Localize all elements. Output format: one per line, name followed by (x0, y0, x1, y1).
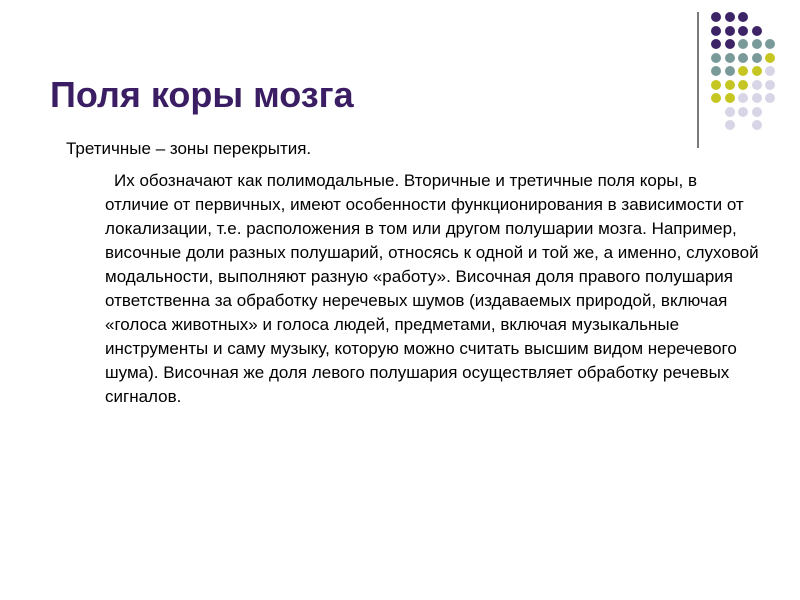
decorative-dot (711, 39, 721, 49)
decorative-dot (752, 80, 762, 90)
body-paragraph: Их обозначают как полимодальные. Вторичные и третичные поля коры, в отличие от первичных, имеют особенности функционирования в зависимости от локализации, т.е. расположения в том или другом полушарии мозга. Например, височные доли разных полушарий, относясь к одной и той же, а именно, слуховой модальности, выполняют разную «работу». Височная доля правого полушария ответственна за обработку неречевых шумов (издаваемых природой, включая «голоса животных» и голоса людей, предметами, включая музыкальные инструменты и саму музыку, которую можно считать высшим видом неречевого шума). Височная же доля левого полушария осуществляет обработку речевых сигналов. (105, 171, 759, 406)
decorative-dot (725, 120, 735, 130)
decorative-dot (725, 66, 735, 76)
slide-title: Поля коры мозга (50, 74, 354, 115)
decorative-dot-grid (711, 12, 781, 128)
decorative-dot (725, 39, 735, 49)
decorative-dot (752, 39, 762, 49)
decorative-dot (752, 53, 762, 63)
decorative-dot (738, 53, 748, 63)
decorative-dot (725, 26, 735, 36)
decorative-dot (711, 80, 721, 90)
decorative-dot (711, 12, 721, 22)
decorative-dot (738, 107, 748, 117)
decorative-dot (738, 39, 748, 49)
decorative-dot (711, 66, 721, 76)
decorative-dot (752, 120, 762, 130)
decorative-dot (738, 93, 748, 103)
decorative-dot (725, 53, 735, 63)
decorative-dot (725, 12, 735, 22)
decorative-dot (752, 107, 762, 117)
decorative-dot (765, 80, 775, 90)
decorative-dot (738, 12, 748, 22)
decorative-dot (765, 66, 775, 76)
decorative-dot (765, 39, 775, 49)
divider-line (697, 12, 699, 148)
decorative-dot (752, 66, 762, 76)
decorative-dot (765, 93, 775, 103)
decorative-dot (752, 93, 762, 103)
decorative-dot (711, 26, 721, 36)
decorative-dot (711, 53, 721, 63)
decorative-dot (738, 26, 748, 36)
slide-body (66, 137, 766, 409)
decorative-dot (725, 93, 735, 103)
decorative-dot (725, 80, 735, 90)
body-intro-line: Третичные – зоны перекрытия. (66, 139, 312, 158)
decorative-dot (725, 107, 735, 117)
decorative-dot (765, 53, 775, 63)
decorative-dot (738, 80, 748, 90)
decorative-dot (752, 26, 762, 36)
decorative-dot (711, 93, 721, 103)
decorative-dot (738, 66, 748, 76)
